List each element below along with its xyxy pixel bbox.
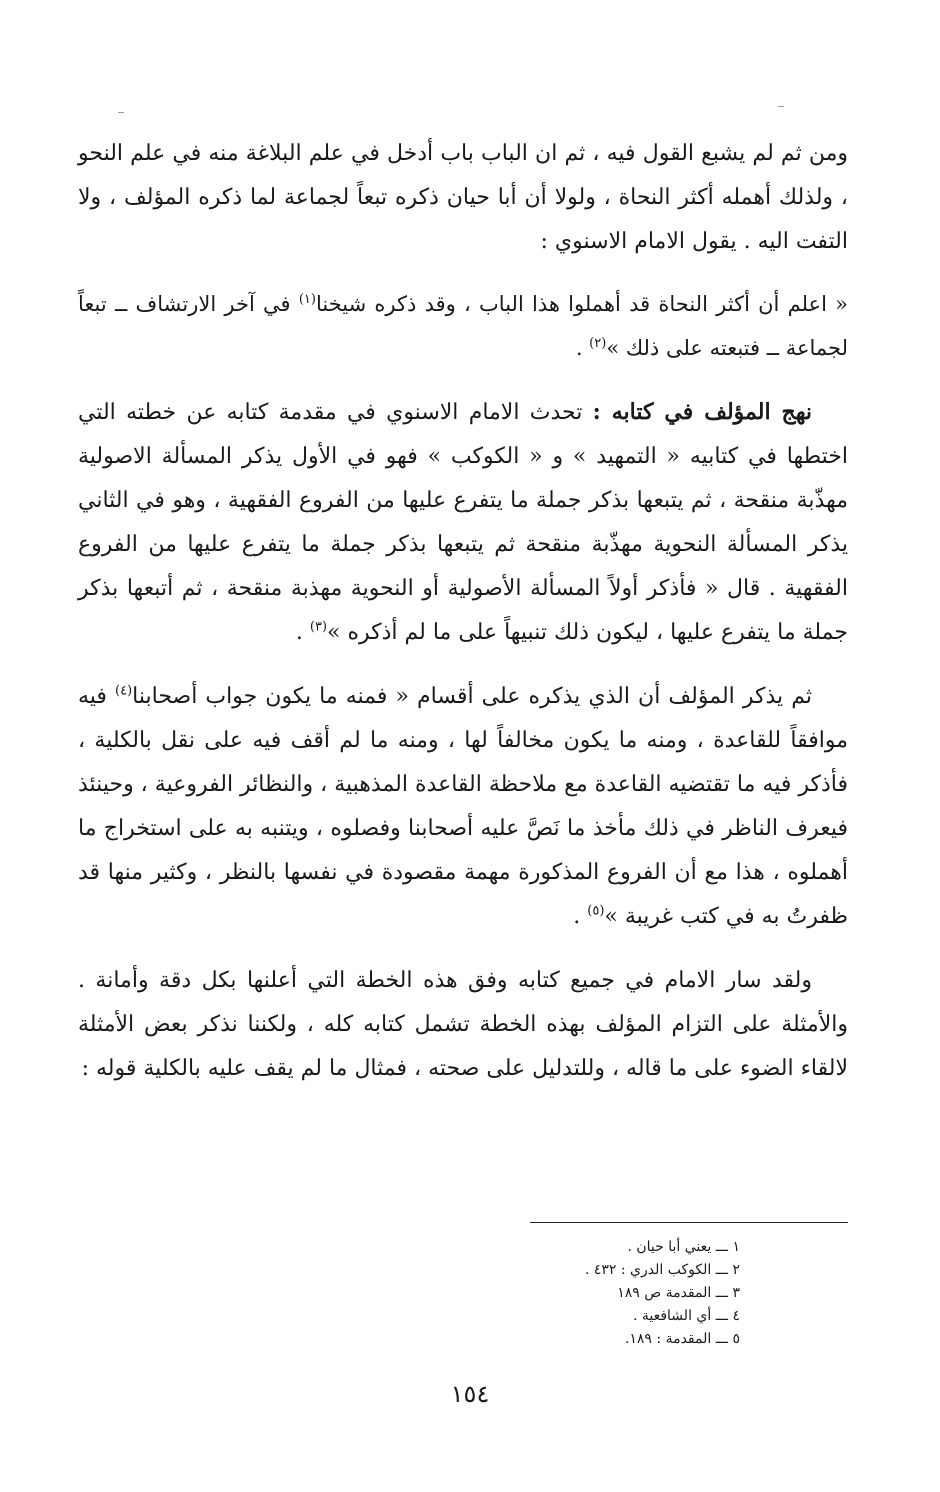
footnote-divider (530, 1222, 848, 1223)
footnote-ref-4[interactable]: (٤) (115, 683, 133, 699)
main-text (78, 132, 848, 1091)
paragraph-sections-end: . (573, 904, 588, 929)
section-heading-inline: نهج المؤلف في كتابه : (592, 399, 813, 425)
paragraph-sections-text: فيه موافقاً للقاعدة ، ومنه ما يكون مخالفاً لها ، ومنه ما لم أقف فيه على نقل بالكلية ، فأذكر فيه ما تقتضيه القاعدة مع ملاحظة القاعدة المذهبية ، والنظائر الفروعية ، وحينئذ فيعرف الناظر في ذلك مأخذ ما نَصَّ عليه أصحابنا وفصلوه ، ويتنبه به على استخراج ما أهملوه ، هذا مع أن الفروع المذكورة مهمة مقصودة في نفسها بالنظر ، وكثير منها قد ظفرتُ به في كتب غريبة » (78, 684, 848, 929)
paragraph-method-end: . (295, 620, 310, 645)
footnote-5: ٥ ـــ المقدمة : ١٨٩. (624, 1331, 740, 1347)
footnote-ref-1[interactable]: (١) (298, 292, 316, 307)
footnote-1: ١ ـــ يعني أبا حيان . (627, 1239, 740, 1255)
footnote-3: ٣ ـــ المقدمة ص ١٨٩ (617, 1285, 740, 1301)
footnote-ref-2[interactable]: (٢) (589, 336, 607, 351)
page-number: ١٥٤ (450, 1380, 490, 1408)
footnote-ref-3[interactable]: (٣) (309, 619, 328, 635)
scan-speck (778, 106, 784, 107)
paragraph-1-text: ومن ثم لم يشبع القول فيه ، ثم ان الباب باب أدخل في علم البلاغة منه في علم النحو ، ولذلك أهمله أكثر النحاة ، ولولا أن أبا حيان ذكره تبعاً لجماعة لما ذكره المؤلف ، ولا التفت اليه . يقول الامام الاسنوي : (78, 141, 848, 254)
paragraph-method (78, 390, 848, 655)
quote-text-middle: في آخر الارتشاف ــ تبعاً لجماعة ــ فتبعته على ذلك » (78, 292, 848, 360)
paragraph-1 (78, 132, 848, 264)
paragraph-sections-start: ثم يذكر المؤلف أن الذي يذكره على أقسام « فمنه ما يكون جواب أصحابنا (132, 684, 812, 709)
paragraph-closing-text: ولقد سار الامام في جميع كتابه وفق هذه الخطة التي أعلنها بكل دقة وأمانة . والأمثلة على التزام المؤلف بهذه الخطة تشمل كتابه كله ، ولكننا نذكر بعض الأمثلة لالقاء الضوء على ما قاله ، وللتدليل على صحته ، فمثال ما لم يقف عليه بالكلية قوله : (78, 968, 848, 1081)
footnote-4: ٤ ـــ أي الشافعية . (632, 1308, 740, 1324)
paragraph-sections (78, 675, 848, 939)
paragraph-closing (78, 959, 848, 1091)
footnote-ref-5[interactable]: (٥) (587, 903, 605, 919)
quote-paragraph (78, 282, 848, 370)
footnotes-list (420, 1236, 740, 1351)
paragraph-method-text: تحدث الامام الاسنوي في مقدمة كتابه عن خطته التي اختطها في كتابيه « التمهيد » و « الكوكب » فهو في الأول يذكر المسألة الاصولية مهذّبة منقحة ، ثم يتبعها بذكر جملة ما يتفرع عليها من الفروع الفقهية ، وهو في الثاني يذكر المسألة النحوية مهذّبة منقحة ثم يتبعها بذكر جملة ما يتفرع عليها من الفروع الفقهية . قال « فأذكر أولاً المسألة الأصولية أو النحوية مهذبة منقحة ، ثم أتبعها بذكر جملة ما يتفرع عليها ، ليكون ذلك تنبيهاً على ما لم أذكره » (78, 400, 848, 645)
quote-text-end: . (575, 336, 590, 360)
quote-text-start: « اعلم أن أكثر النحاة قد أهملوا هذا الباب ، وقد ذكره شيخنا (315, 292, 848, 316)
footnote-2: ٢ ـــ الكوكب الدري : ٤٣٢ . (584, 1262, 740, 1278)
scan-speck (118, 112, 124, 113)
